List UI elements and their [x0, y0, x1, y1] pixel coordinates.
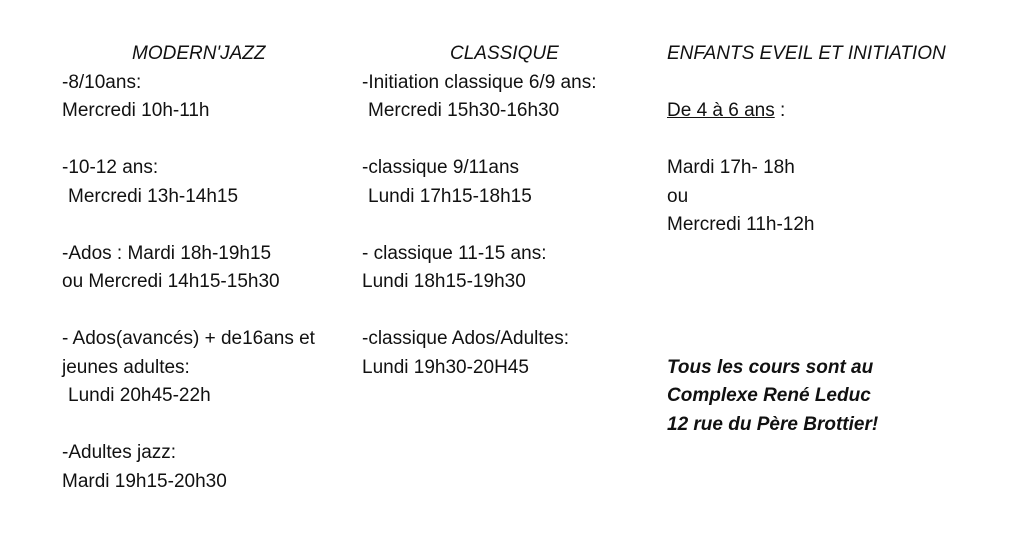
spacer — [362, 211, 652, 240]
jazz-line-age-8-10: -8/10ans: — [62, 71, 142, 93]
location-notice-line-3: 12 rue du Père Brottier! — [667, 413, 879, 435]
enfants-line-mercredi: Mercredi 11h-12h — [667, 214, 815, 235]
classique-line-ados-adultes: -classique Ados/Adultes: — [362, 328, 570, 349]
classique-line-11-15: - classique 11-15 ans: — [362, 242, 547, 264]
classique-line-time-initiation: Mercredi 15h30-16h30 — [368, 100, 560, 121]
jazz-line-time-10-12: Mercredi 13h-14h15 — [68, 185, 239, 207]
jazz-line-ados-alt: ou Mercredi 14h15-15h30 — [62, 271, 280, 292]
spacer — [667, 268, 987, 297]
enfants-age-suffix: : — [774, 100, 786, 121]
modern-jazz-column — [62, 40, 352, 496]
jazz-line-advanced: - Ados(avancés) + de16ans et — [62, 328, 315, 349]
modern-jazz-heading: MODERN'JAZZ — [132, 43, 266, 64]
spacer — [62, 297, 352, 326]
classique-line-9-11: -classique 9/11ans — [362, 157, 520, 178]
spacer — [62, 211, 352, 240]
jazz-line-young-adults: jeunes adultes: — [62, 356, 190, 378]
spacer — [62, 126, 352, 155]
spacer — [62, 411, 352, 440]
classique-line-time-ados-adultes: Lundi 19h30-20H45 — [362, 356, 529, 378]
location-notice-line-1: Tous les cours sont au — [667, 356, 874, 378]
enfants-column — [667, 40, 987, 439]
jazz-line-adults: -Adultes jazz: — [62, 442, 177, 463]
spacer — [362, 297, 652, 326]
classique-column — [362, 40, 652, 382]
spacer — [667, 69, 987, 98]
spacer — [667, 325, 987, 354]
spacer — [667, 297, 987, 326]
jazz-line-time-8-10: Mercredi 10h-11h — [62, 100, 210, 121]
enfants-age-label: De 4 à 6 ans — [667, 100, 775, 121]
spacer — [667, 126, 987, 155]
location-notice-line-2: Complexe René Leduc — [667, 385, 871, 406]
enfants-line-ou: ou — [667, 185, 689, 207]
jazz-line-age-10-12: -10-12 ans: — [62, 157, 159, 178]
enfants-age-range — [667, 97, 987, 126]
enfants-line-mardi: Mardi 17h- 18h — [667, 157, 795, 178]
classique-heading: CLASSIQUE — [450, 43, 559, 64]
classique-line-time-11-15: Lundi 18h15-19h30 — [362, 271, 526, 292]
jazz-line-time-adults: Mardi 19h15-20h30 — [62, 470, 227, 492]
classique-line-time-9-11: Lundi 17h15-18h15 — [368, 185, 532, 207]
classique-line-initiation: -Initiation classique 6/9 ans: — [362, 71, 597, 93]
spacer — [667, 240, 987, 269]
enfants-heading: ENFANTS EVEIL ET INITIATION — [667, 43, 946, 64]
spacer — [362, 126, 652, 155]
jazz-line-time-advanced: Lundi 20h45-22h — [68, 385, 211, 406]
jazz-line-ados: -Ados : Mardi 18h-19h15 — [62, 242, 272, 264]
